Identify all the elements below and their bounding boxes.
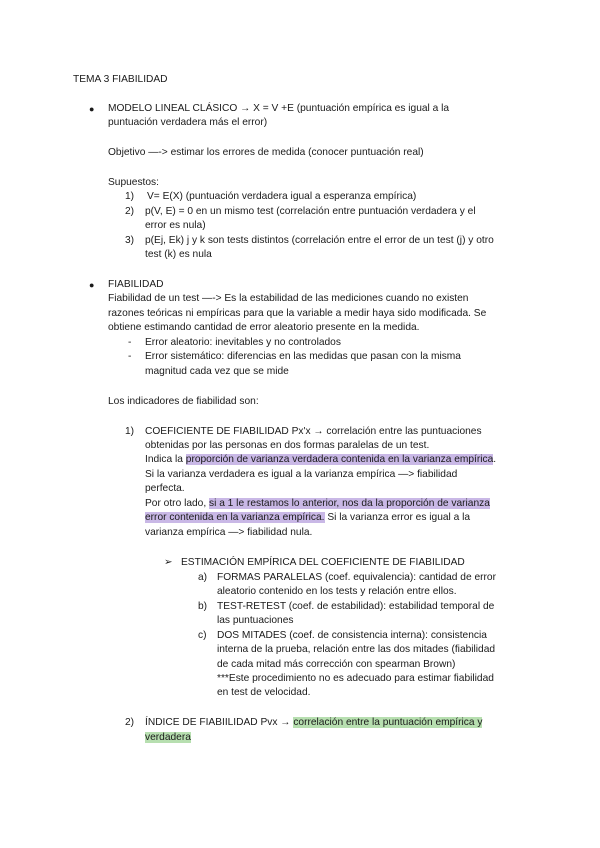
fiabilidad-heading: FIABILIDAD [108, 279, 164, 290]
definicion-line: razones teóricas ni empíricas para que la variable a medir haya sido modificada. Se [108, 308, 487, 319]
definicion-line: Fiabilidad de un test —-> Es la estabilidad de las mediciones cuando no existen [108, 293, 469, 304]
indica-pre: Indica la [145, 454, 186, 465]
item-text: DOS MITADES (coef. de consistencia interna): consistencia [217, 630, 487, 641]
dash: - [128, 351, 132, 362]
item-text: interna de la prueba, relación entre las dos mitades (fiabilidad [217, 644, 496, 655]
supuesto-text: error es nula) [145, 220, 206, 231]
supuesto-text: V= E(X) (puntuación verdadera igual a esperanza empírica) [147, 191, 417, 202]
coef-line: Si la varianza verdadera es igual a la varianza empírica —> fiabilidad [145, 469, 458, 480]
highlight-correlacion: correlación entre la puntuación empírica y [293, 717, 483, 728]
dash: - [128, 337, 132, 348]
error-post: Si la varianza error es igual a la [324, 512, 471, 523]
arrow-bullet-icon: ➢ [164, 557, 173, 568]
coef-line: obtenidas por las personas en dos formas paralelas de un test. [145, 440, 430, 451]
indice-line2 [145, 731, 191, 745]
error-item: Error sistemático: diferencias en las medidas que pasan con la misma [145, 351, 461, 362]
coef-num: 1) [125, 426, 135, 437]
item-text: TEST-RETEST (coef. de estabilidad): estabilidad temporal de [217, 601, 495, 612]
indicadores-label: Los indicadores de fiabilidad son: [108, 396, 259, 407]
bullet: ● [89, 104, 95, 114]
supuesto-text: test (k) es nula [145, 249, 212, 260]
modelo-line1: MODELO LINEAL CLÁSICO → X = V +E (puntuación empírica es igual a la [108, 103, 450, 114]
supuesto-num: 2) [125, 206, 135, 217]
item-text: FORMAS PARALELAS (coef. equivalencia): cantidad de error [217, 572, 496, 583]
error-item: Error aleatorio: inevitables y no controlados [145, 337, 341, 348]
bullet: ● [89, 280, 95, 290]
item-text: aleatorio contenido en los tests y relación entre ellos. [217, 586, 457, 597]
supuesto-text: p(Ej, Ek) j y k son tests distintos (correlación entre el error de un test (j) y otro [145, 235, 494, 246]
highlight-error: error contenida en la varianza empírica. [145, 512, 325, 523]
indice-line [145, 716, 482, 730]
item-text: en test de velocidad. [217, 687, 311, 698]
coef-line: COEFICIENTE DE FIABILIDAD Px'x → correlación entre las puntuaciones [145, 426, 482, 437]
supuestos-label: Supuestos: [108, 177, 159, 188]
coef-indica [145, 453, 496, 467]
supuesto-num: 1) [125, 191, 135, 202]
highlight-proporcion: proporción de varianza verdadera contenida en la varianza empírica [185, 454, 494, 465]
otro-pre: Por otro lado, [145, 498, 209, 509]
objetivo-text: Objetivo —-> estimar los errores de medida (conocer puntuación real) [108, 147, 424, 158]
supuesto-text: p(V, E) = 0 en un mismo test (correlación entre puntuación verdadera y el [145, 206, 476, 217]
definicion-line: obtiene estimando cantidad de error aleatorio presente en la medida. [108, 322, 420, 333]
indice-pre: ÍNDICE DE FIABIILIDAD Pvx → [145, 717, 294, 728]
highlight-resta: si a 1 le restamos lo anterior, nos da la proporción de varianza [209, 498, 490, 509]
modelo-line2: puntuación verdadera más el error) [108, 117, 268, 128]
highlight-verdadera: verdadera [145, 732, 191, 743]
page-title: TEMA 3 FIABILIDAD [73, 74, 168, 85]
indice-num: 2) [125, 717, 135, 728]
item-letter: a) [198, 572, 208, 583]
coef-otro [145, 497, 490, 511]
coef-line: perfecta. [145, 483, 185, 494]
error-item: magnitud cada vez que se mide [145, 366, 289, 377]
indica-post: . [493, 454, 497, 465]
item-letter: c) [198, 630, 207, 641]
item-text: ***Este procedimiento no es adecuado para estimar fiabilidad [217, 673, 494, 684]
supuesto-num: 3) [125, 235, 135, 246]
item-text: de cada mitad más corrección con spearman Brown) [217, 659, 456, 670]
estimacion-heading: ESTIMACIÓN EMPÍRICA DEL COEFICIENTE DE FIABILIDAD [181, 557, 465, 568]
coef-line: varianza empírica —> fiabilidad nula. [145, 527, 313, 538]
item-letter: b) [198, 601, 208, 612]
item-text: las puntuaciones [217, 615, 294, 626]
coef-error [145, 511, 470, 525]
